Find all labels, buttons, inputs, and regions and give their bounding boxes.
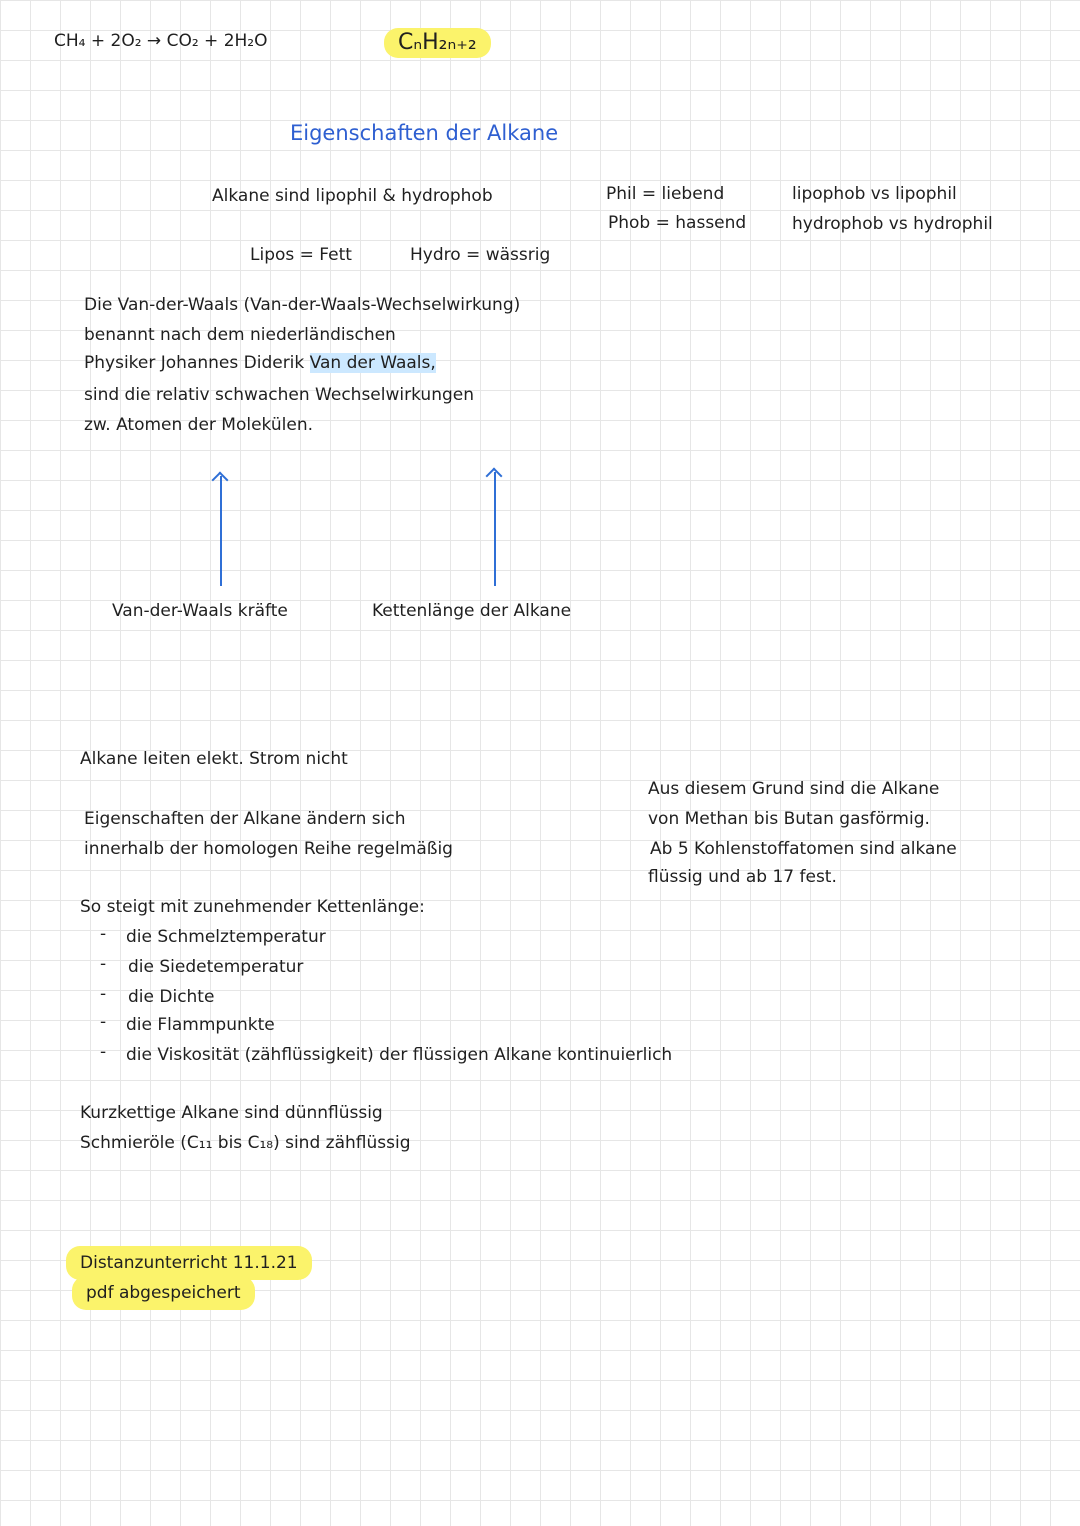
phil-definition: Phil = liebend	[606, 184, 725, 204]
vdw-line-1: Die Van-der-Waals (Van-der-Waals-Wechselwirkung)	[84, 295, 521, 315]
lipophil-statement: Alkane sind lipophil & hydrophob	[212, 186, 493, 206]
increase-intro: So steigt mit zunehmender Kettenlänge:	[80, 897, 425, 917]
compare-hydro: hydrophob vs hydrophil	[792, 214, 993, 234]
up-arrow-left-icon	[220, 476, 222, 586]
bullet-dash: -	[100, 1042, 107, 1062]
state-note-3: Ab 5 Kohlenstoffatomen sind alkane	[650, 839, 957, 859]
conductivity-note: Alkane leiten elekt. Strom nicht	[80, 749, 348, 769]
list-item: die Schmelztemperatur	[126, 927, 326, 947]
vdw-forces-label: Van-der-Waals kräfte	[112, 601, 288, 621]
phob-definition: Phob = hassend	[608, 213, 747, 233]
bullet-dash: -	[100, 954, 107, 974]
list-item: die Dichte	[128, 987, 215, 1007]
lubricant-note: Schmieröle (C₁₁ bis C₁₈) sind zähflüssig	[80, 1133, 411, 1153]
list-item: die Viskosität (zähflüssigkeit) der flüssigen Alkane kontinuierlich	[126, 1045, 673, 1065]
vdw-line-3-text: Physiker Johannes Diderik	[84, 353, 310, 373]
vdw-line-4: sind die relativ schwachen Wechselwirkungen	[84, 385, 474, 405]
vdw-line-3	[84, 352, 436, 374]
compare-lipo: lipophob vs lipophil	[792, 184, 957, 204]
general-formula: CₙH₂ₙ₊₂	[384, 28, 491, 58]
page-title: Eigenschaften der Alkane	[290, 121, 559, 145]
state-note-4: flüssig und ab 17 fest.	[648, 867, 837, 887]
state-note-2: von Methan bis Butan gasförmig.	[648, 809, 930, 829]
pdf-saved-note: pdf abgespeichert	[72, 1276, 255, 1310]
distance-class-note: Distanzunterricht 11.1.21	[66, 1246, 312, 1280]
vdw-line-5: zw. Atomen der Molekülen.	[84, 415, 314, 435]
short-chain-note: Kurzkettige Alkane sind dünnflüssig	[80, 1103, 383, 1123]
vdw-line-2: benannt nach dem niederländischen	[84, 325, 396, 345]
state-note-1: Aus diesem Grund sind die Alkane	[648, 779, 940, 799]
chain-length-label: Kettenlänge der Alkane	[372, 601, 572, 621]
combustion-equation: CH₄ + 2O₂ → CO₂ + 2H₂O	[54, 31, 268, 51]
change-line-1: Eigenschaften der Alkane ändern sich	[84, 809, 406, 829]
hydro-definition: Hydro = wässrig	[410, 245, 551, 265]
bullet-dash: -	[100, 924, 107, 944]
list-item: die Flammpunkte	[126, 1015, 275, 1035]
vdw-name-highlight: Van der Waals,	[309, 353, 436, 373]
up-arrow-right-icon	[494, 472, 496, 586]
bullet-dash: -	[100, 984, 107, 1004]
bullet-dash: -	[100, 1012, 107, 1032]
lipos-definition: Lipos = Fett	[250, 245, 352, 265]
change-line-2: innerhalb der homologen Reihe regelmäßig	[84, 839, 453, 859]
list-item: die Siedetemperatur	[128, 957, 304, 977]
